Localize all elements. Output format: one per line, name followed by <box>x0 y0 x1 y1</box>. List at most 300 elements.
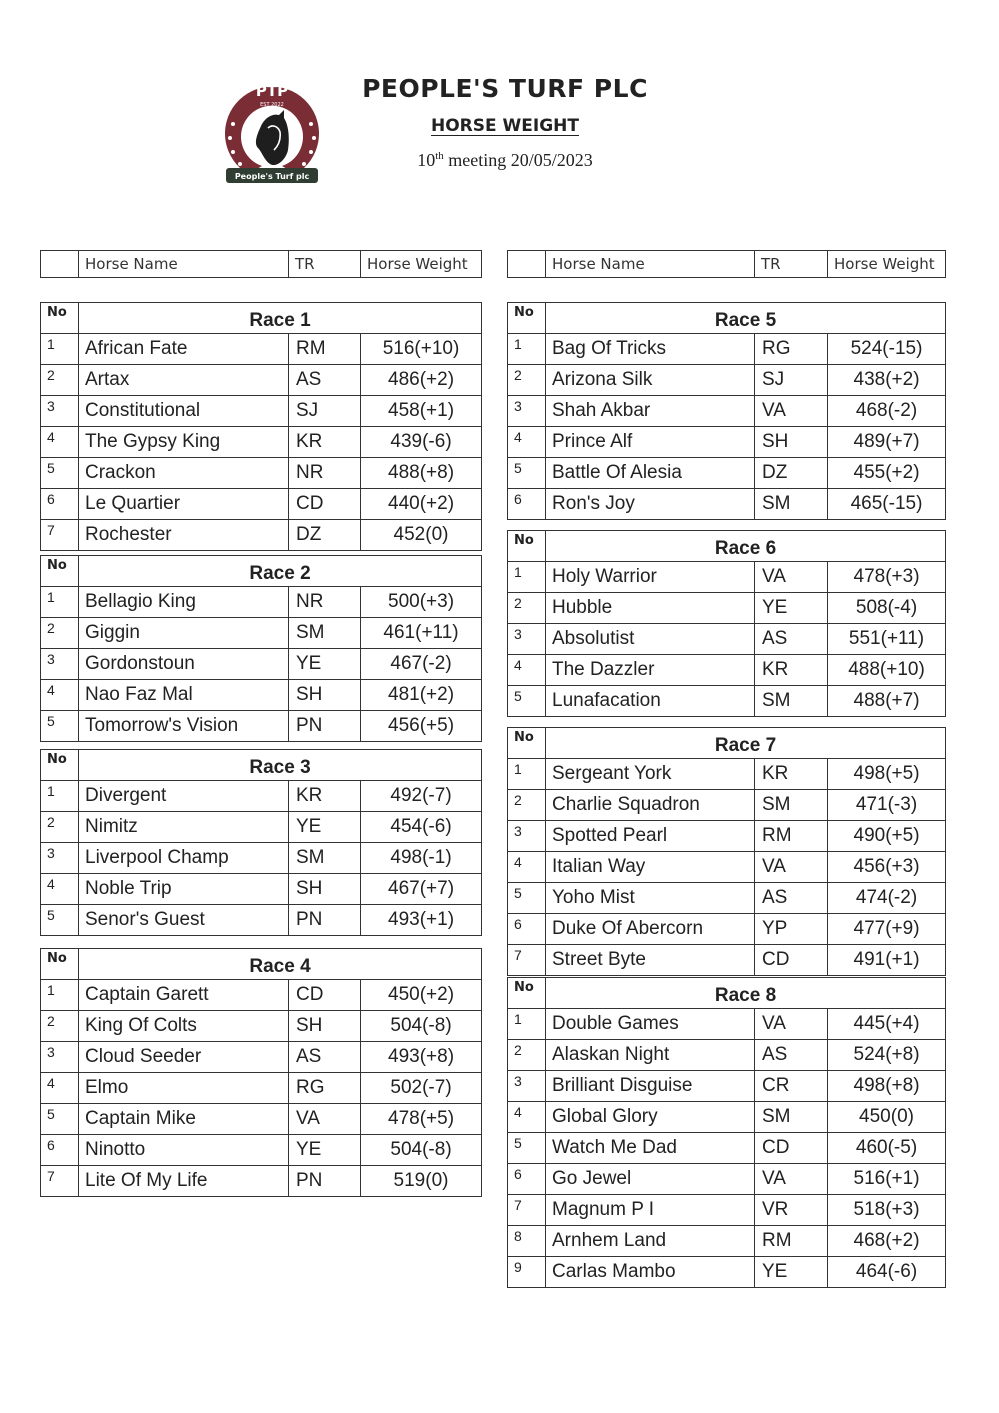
trainer-code: KR <box>289 427 361 458</box>
horse-weight: 516(+10) <box>361 334 482 365</box>
company-title: PEOPLE'S TURF PLC <box>362 74 648 103</box>
race-header-row <box>508 728 946 759</box>
horse-name: Sergeant York <box>546 759 755 790</box>
table-row <box>41 980 482 1011</box>
trainer-code: AS <box>755 624 828 655</box>
table-row <box>41 1166 482 1197</box>
horse-weight: 488(+8) <box>361 458 482 489</box>
horse-weight: 454(-6) <box>361 812 482 843</box>
horse-name: Elmo <box>79 1073 289 1104</box>
race-7-table <box>507 727 946 976</box>
horse-name: Gordonstoun <box>79 649 289 680</box>
horse-no: 5 <box>508 883 546 914</box>
trainer-code: CR <box>755 1071 828 1102</box>
trainer-code: SM <box>755 790 828 821</box>
horse-no: 5 <box>508 686 546 717</box>
column-horse-weight: Horse Weight <box>828 251 946 278</box>
table-row <box>41 649 482 680</box>
horse-weight: 450(+2) <box>361 980 482 1011</box>
table-row <box>508 686 946 717</box>
horse-weight: 471(-3) <box>828 790 946 821</box>
horse-name: Hubble <box>546 593 755 624</box>
table-row <box>41 680 482 711</box>
table-row <box>508 759 946 790</box>
horse-no: 1 <box>41 781 79 812</box>
table-row <box>508 1071 946 1102</box>
trainer-code: NR <box>289 587 361 618</box>
race-title: Race 3 <box>79 750 482 781</box>
horse-name: Arizona Silk <box>546 365 755 396</box>
no-header: No <box>508 728 546 759</box>
race-title: Race 7 <box>546 728 946 759</box>
trainer-code: SJ <box>755 365 828 396</box>
trainer-code: YE <box>755 593 828 624</box>
table-row <box>41 1042 482 1073</box>
table-row <box>41 365 482 396</box>
trainer-code: DZ <box>289 520 361 551</box>
horse-name: Cloud Seeder <box>79 1042 289 1073</box>
horse-no: 3 <box>41 1042 79 1073</box>
race-header-row <box>508 531 946 562</box>
table-row <box>508 396 946 427</box>
horse-no: 1 <box>508 1009 546 1040</box>
horse-name: Senor's Guest <box>79 905 289 936</box>
horse-name: Battle Of Alesia <box>546 458 755 489</box>
table-row <box>508 883 946 914</box>
race-title: Race 4 <box>79 949 482 980</box>
trainer-code: CD <box>755 1133 828 1164</box>
trainer-code: RM <box>289 334 361 365</box>
horse-weight: 438(+2) <box>828 365 946 396</box>
horse-no: 6 <box>41 489 79 520</box>
trainer-code: SH <box>755 427 828 458</box>
trainer-code: VA <box>755 852 828 883</box>
horse-name: Nimitz <box>79 812 289 843</box>
horse-name: Alaskan Night <box>546 1040 755 1071</box>
table-row <box>41 843 482 874</box>
horse-no: 1 <box>508 759 546 790</box>
table-row <box>41 1135 482 1166</box>
horse-name: Nao Faz Mal <box>79 680 289 711</box>
table-row <box>41 874 482 905</box>
horse-no: 2 <box>41 618 79 649</box>
horse-name: Duke Of Abercorn <box>546 914 755 945</box>
no-header: No <box>508 531 546 562</box>
trainer-code: SM <box>289 843 361 874</box>
trainer-code: SM <box>755 1102 828 1133</box>
race-2-table <box>40 555 482 742</box>
horse-weight: 467(+7) <box>361 874 482 905</box>
horse-weight: 440(+2) <box>361 489 482 520</box>
table-row <box>508 945 946 976</box>
horse-name: Liverpool Champ <box>79 843 289 874</box>
race-6-table <box>507 530 946 717</box>
horse-name: Holy Warrior <box>546 562 755 593</box>
trainer-code: RG <box>755 334 828 365</box>
table-row <box>41 489 482 520</box>
horse-no: 4 <box>41 680 79 711</box>
horse-name: Carlas Mambo <box>546 1257 755 1288</box>
horse-weight: 524(-15) <box>828 334 946 365</box>
horse-name: Noble Trip <box>79 874 289 905</box>
trainer-code: CD <box>289 980 361 1011</box>
table-row <box>508 1195 946 1226</box>
horse-no: 4 <box>508 1102 546 1133</box>
horse-no: 3 <box>41 843 79 874</box>
horse-no: 2 <box>508 790 546 821</box>
trainer-code: PN <box>289 1166 361 1197</box>
column-header-right <box>507 250 946 278</box>
horse-name: Lunafacation <box>546 686 755 717</box>
horse-weight: 488(+10) <box>828 655 946 686</box>
race-4-table <box>40 948 482 1197</box>
race-header-row <box>41 750 482 781</box>
horse-weight: 452(0) <box>361 520 482 551</box>
race-1-table <box>40 302 482 551</box>
horse-no: 4 <box>508 852 546 883</box>
horse-weight: 461(+11) <box>361 618 482 649</box>
horse-no: 6 <box>508 489 546 520</box>
meeting-number: 10 <box>417 150 436 170</box>
column-no-blank <box>508 251 546 278</box>
horse-weight: 498(+8) <box>828 1071 946 1102</box>
horse-name: Street Byte <box>546 945 755 976</box>
horse-weight: 458(+1) <box>361 396 482 427</box>
no-header: No <box>41 556 79 587</box>
horse-no: 3 <box>41 649 79 680</box>
horse-no: 3 <box>41 396 79 427</box>
trainer-code: AS <box>289 365 361 396</box>
horse-no: 5 <box>41 1104 79 1135</box>
horse-no: 5 <box>508 458 546 489</box>
horse-name: Le Quartier <box>79 489 289 520</box>
horse-weight: 490(+5) <box>828 821 946 852</box>
trainer-code: KR <box>755 655 828 686</box>
horse-no: 1 <box>41 334 79 365</box>
horse-weight: 493(+8) <box>361 1042 482 1073</box>
horse-no: 1 <box>508 562 546 593</box>
horse-no: 7 <box>508 945 546 976</box>
horse-no: 4 <box>508 427 546 458</box>
trainer-code: RG <box>289 1073 361 1104</box>
horse-weight: 450(0) <box>828 1102 946 1133</box>
table-row <box>508 489 946 520</box>
column-header-row <box>508 251 946 278</box>
horse-name: Artax <box>79 365 289 396</box>
horse-weight: 468(+2) <box>828 1226 946 1257</box>
table-row <box>41 905 482 936</box>
horse-weight: 551(+11) <box>828 624 946 655</box>
horse-weight: 498(+5) <box>828 759 946 790</box>
table-row <box>508 1257 946 1288</box>
trainer-code: KR <box>755 759 828 790</box>
column-no-blank <box>41 251 79 278</box>
no-header: No <box>41 949 79 980</box>
trainer-code: YE <box>289 649 361 680</box>
table-row <box>508 655 946 686</box>
table-row <box>508 914 946 945</box>
table-row <box>41 587 482 618</box>
horse-weight: 465(-15) <box>828 489 946 520</box>
table-row <box>41 1011 482 1042</box>
horse-weight: 477(+9) <box>828 914 946 945</box>
horse-name: Giggin <box>79 618 289 649</box>
horse-name: Ninotto <box>79 1135 289 1166</box>
horse-no: 8 <box>508 1226 546 1257</box>
horse-no: 2 <box>508 1040 546 1071</box>
horse-no: 2 <box>41 812 79 843</box>
trainer-code: DZ <box>755 458 828 489</box>
horse-weight: 455(+2) <box>828 458 946 489</box>
horse-weight: 492(-7) <box>361 781 482 812</box>
race-3-table <box>40 749 482 936</box>
column-tr: TR <box>289 251 361 278</box>
trainer-code: VR <box>755 1195 828 1226</box>
trainer-code: RM <box>755 1226 828 1257</box>
trainer-code: SH <box>289 874 361 905</box>
trainer-code: NR <box>289 458 361 489</box>
horse-name: African Fate <box>79 334 289 365</box>
race-title: Race 5 <box>546 303 946 334</box>
horse-no: 2 <box>41 1011 79 1042</box>
table-row <box>41 520 482 551</box>
horse-weight: 439(-6) <box>361 427 482 458</box>
horse-no: 6 <box>508 1164 546 1195</box>
trainer-code: KR <box>289 781 361 812</box>
doc-title-text: HORSE WEIGHT <box>430 116 579 136</box>
race-title: Race 2 <box>79 556 482 587</box>
horse-name: Captain Mike <box>79 1104 289 1135</box>
horse-name: Double Games <box>546 1009 755 1040</box>
table-row <box>508 365 946 396</box>
table-row <box>508 1009 946 1040</box>
trainer-code: SJ <box>289 396 361 427</box>
horse-name: Bellagio King <box>79 587 289 618</box>
doc-title <box>330 116 680 136</box>
horse-weight: 508(-4) <box>828 593 946 624</box>
logo-ribbon-text: People's Turf plc <box>234 172 310 181</box>
horse-no: 7 <box>508 1195 546 1226</box>
horse-no: 5 <box>41 458 79 489</box>
horse-no: 4 <box>41 1073 79 1104</box>
horse-weight: 456(+3) <box>828 852 946 883</box>
race-header-row <box>508 978 946 1009</box>
horse-no: 5 <box>508 1133 546 1164</box>
horse-name: Prince Alf <box>546 427 755 458</box>
horse-name: King Of Colts <box>79 1011 289 1042</box>
horse-no: 9 <box>508 1257 546 1288</box>
trainer-code: RM <box>755 821 828 852</box>
horse-name: Constitutional <box>79 396 289 427</box>
horse-weight: 498(-1) <box>361 843 482 874</box>
table-row <box>41 1073 482 1104</box>
table-row <box>41 812 482 843</box>
horse-no: 3 <box>508 396 546 427</box>
horse-weight: 478(+3) <box>828 562 946 593</box>
race-header-row <box>41 949 482 980</box>
trainer-code: YE <box>289 1135 361 1166</box>
horse-name: Crackon <box>79 458 289 489</box>
race-title: Race 6 <box>546 531 946 562</box>
horse-no: 2 <box>508 365 546 396</box>
no-header: No <box>41 750 79 781</box>
race-5-table <box>507 302 946 520</box>
table-row <box>41 458 482 489</box>
horse-no: 1 <box>41 980 79 1011</box>
horse-name: Watch Me Dad <box>546 1133 755 1164</box>
horse-head-icon <box>256 110 289 165</box>
race-title: Race 8 <box>546 978 946 1009</box>
horse-no: 4 <box>41 874 79 905</box>
trainer-code: VA <box>289 1104 361 1135</box>
column-header-left <box>40 250 482 278</box>
horse-weight: 486(+2) <box>361 365 482 396</box>
trainer-code: PN <box>289 905 361 936</box>
logo-ptp-text: PTP <box>255 82 289 100</box>
trainer-code: SH <box>289 680 361 711</box>
table-row <box>508 1164 946 1195</box>
horse-name: Brilliant Disguise <box>546 1071 755 1102</box>
horse-name: Arnhem Land <box>546 1226 755 1257</box>
meeting-date: meeting 20/05/2023 <box>443 150 593 170</box>
table-row <box>41 618 482 649</box>
horse-weight: 474(-2) <box>828 883 946 914</box>
trainer-code: AS <box>755 883 828 914</box>
race-8-table <box>507 977 946 1288</box>
horse-name: Divergent <box>79 781 289 812</box>
horse-name: Magnum P I <box>546 1195 755 1226</box>
horse-weight: 481(+2) <box>361 680 482 711</box>
horse-weight: 524(+8) <box>828 1040 946 1071</box>
horse-weight: 491(+1) <box>828 945 946 976</box>
horse-name: Shah Akbar <box>546 396 755 427</box>
horse-weight: 502(-7) <box>361 1073 482 1104</box>
column-horse-weight: Horse Weight <box>361 251 482 278</box>
table-row <box>508 334 946 365</box>
horse-name: Lite Of My Life <box>79 1166 289 1197</box>
horse-name: Absolutist <box>546 624 755 655</box>
horse-no: 3 <box>508 1071 546 1102</box>
table-row <box>41 1104 482 1135</box>
column-tr: TR <box>755 251 828 278</box>
horse-name: Go Jewel <box>546 1164 755 1195</box>
table-row <box>508 1102 946 1133</box>
horse-name: Ron's Joy <box>546 489 755 520</box>
trainer-code: CD <box>755 945 828 976</box>
horse-no: 1 <box>508 334 546 365</box>
race-header-row <box>41 556 482 587</box>
table-row <box>508 852 946 883</box>
horse-no: 7 <box>41 1166 79 1197</box>
trainer-code: SM <box>755 686 828 717</box>
horse-name: The Gypsy King <box>79 427 289 458</box>
horse-weight: 467(-2) <box>361 649 482 680</box>
horse-name: The Dazzler <box>546 655 755 686</box>
horse-weight: 478(+5) <box>361 1104 482 1135</box>
no-header: No <box>41 303 79 334</box>
meeting-info <box>330 150 680 171</box>
horse-weight: 504(-8) <box>361 1011 482 1042</box>
horse-no: 3 <box>508 821 546 852</box>
horse-weight: 468(-2) <box>828 396 946 427</box>
trainer-code: VA <box>755 1164 828 1195</box>
table-row <box>41 334 482 365</box>
no-header: No <box>508 303 546 334</box>
ptp-logo <box>218 72 326 190</box>
horse-weight: 460(-5) <box>828 1133 946 1164</box>
column-horse-name: Horse Name <box>546 251 755 278</box>
table-row <box>41 711 482 742</box>
horse-name: Charlie Squadron <box>546 790 755 821</box>
race-header-row <box>508 303 946 334</box>
table-row <box>508 1040 946 1071</box>
table-row <box>508 821 946 852</box>
horse-name: Yoho Mist <box>546 883 755 914</box>
meeting-suffix: th <box>435 150 444 162</box>
no-header: No <box>508 978 546 1009</box>
horse-weight: 445(+4) <box>828 1009 946 1040</box>
trainer-code: SH <box>289 1011 361 1042</box>
horse-no: 2 <box>508 593 546 624</box>
horse-name: Rochester <box>79 520 289 551</box>
race-header-row <box>41 303 482 334</box>
trainer-code: VA <box>755 562 828 593</box>
horse-name: Bag Of Tricks <box>546 334 755 365</box>
column-header-row <box>41 251 482 278</box>
horse-no: 2 <box>41 365 79 396</box>
horse-name: Italian Way <box>546 852 755 883</box>
horse-no: 1 <box>41 587 79 618</box>
table-row <box>41 427 482 458</box>
horse-weight: 500(+3) <box>361 587 482 618</box>
horse-no: 3 <box>508 624 546 655</box>
horse-name: Global Glory <box>546 1102 755 1133</box>
table-row <box>508 1226 946 1257</box>
horse-weight: 456(+5) <box>361 711 482 742</box>
horse-weight: 519(0) <box>361 1166 482 1197</box>
horse-no: 5 <box>41 711 79 742</box>
table-row <box>508 1133 946 1164</box>
table-row <box>508 790 946 821</box>
trainer-code: AS <box>755 1040 828 1071</box>
trainer-code: YP <box>755 914 828 945</box>
horse-weight: 493(+1) <box>361 905 482 936</box>
horse-weight: 504(-8) <box>361 1135 482 1166</box>
horse-no: 7 <box>41 520 79 551</box>
table-row <box>41 396 482 427</box>
trainer-code: YE <box>755 1257 828 1288</box>
horse-weight: 516(+1) <box>828 1164 946 1195</box>
trainer-code: SM <box>755 489 828 520</box>
horse-no: 5 <box>41 905 79 936</box>
horse-weight: 518(+3) <box>828 1195 946 1226</box>
horse-weight: 488(+7) <box>828 686 946 717</box>
table-row <box>508 427 946 458</box>
horse-name: Spotted Pearl <box>546 821 755 852</box>
trainer-code: CD <box>289 489 361 520</box>
trainer-code: VA <box>755 396 828 427</box>
horse-weight: 464(-6) <box>828 1257 946 1288</box>
trainer-code: SM <box>289 618 361 649</box>
trainer-code: PN <box>289 711 361 742</box>
table-row <box>508 562 946 593</box>
horse-name: Tomorrow's Vision <box>79 711 289 742</box>
trainer-code: AS <box>289 1042 361 1073</box>
trainer-code: VA <box>755 1009 828 1040</box>
horse-no: 4 <box>41 427 79 458</box>
table-row <box>508 593 946 624</box>
trainer-code: YE <box>289 812 361 843</box>
